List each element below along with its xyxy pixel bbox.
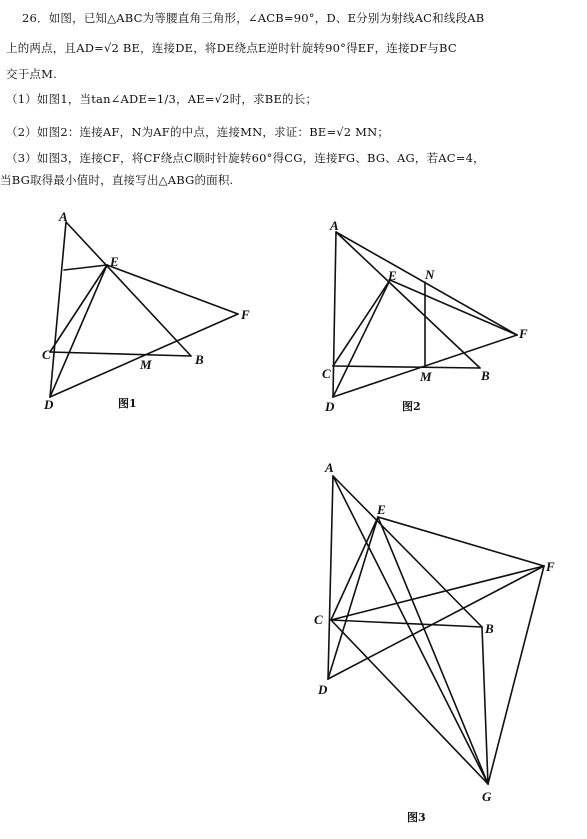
segment-CG bbox=[331, 620, 488, 784]
point-E-label: E bbox=[388, 268, 397, 283]
point-E-label: E bbox=[377, 502, 386, 517]
figure-3-caption: 图3 bbox=[407, 811, 426, 824]
point-D-label: D bbox=[318, 682, 328, 697]
point-D-label: D bbox=[325, 399, 335, 414]
problem-line-1: 26．如图，已知△ABC为等腰直角三角形，∠ACB=90°，D、E分别为射线AC和线段AB bbox=[22, 11, 485, 25]
point-A-label: A bbox=[330, 218, 339, 233]
figure-2-caption: 图2 bbox=[402, 400, 421, 413]
point-B-label: B bbox=[195, 352, 204, 367]
segment-FG bbox=[488, 566, 544, 784]
point-A-label: A bbox=[325, 460, 334, 475]
problem-line-3: 交于点M. bbox=[6, 67, 57, 81]
point-B-label: B bbox=[481, 368, 490, 383]
point-M-label: M bbox=[420, 369, 432, 384]
segment-EF bbox=[378, 517, 544, 566]
point-B-label: B bbox=[485, 621, 494, 636]
problem-line-6: （3）如图3，连接CF，将CF绕点C顺时针旋转60°得CG，连接FG、BG、AG，若AC=4， bbox=[6, 151, 485, 165]
point-N-label: N bbox=[425, 267, 435, 282]
point-F-label: F bbox=[519, 326, 528, 341]
point-C-label: C bbox=[322, 366, 331, 381]
segment-AG bbox=[333, 476, 488, 784]
segment-DE bbox=[328, 517, 378, 679]
segment-CE bbox=[331, 517, 378, 620]
segment-BG bbox=[482, 627, 488, 784]
point-F-label: F bbox=[241, 307, 250, 322]
point-D-label: D bbox=[44, 397, 54, 412]
point-F-label: F bbox=[546, 559, 555, 574]
figure-1-caption: 图1 bbox=[118, 397, 137, 410]
segment-AD bbox=[328, 476, 333, 679]
segment-CF bbox=[331, 566, 544, 620]
point-C-label: C bbox=[42, 347, 51, 362]
problem-line-4: （1）如图1，当tan∠ADE=1/3，AE=√2时，求BE的长； bbox=[6, 92, 318, 106]
figure-3-lines bbox=[328, 476, 544, 784]
point-E-label: E bbox=[110, 254, 119, 269]
problem-line-5: （2）如图2：连接AF，N为AF的中点，连接MN，求证：BE=√2 MN； bbox=[6, 125, 390, 139]
problem-line-2: 上的两点，且AD=√2 BE，连接DE，将DE绕点E逆时针旋转90°得EF，连接DF与BC bbox=[6, 41, 457, 55]
point-M-label: M bbox=[140, 357, 152, 372]
problem-line-7: 当BG取得最小值时，直接写出△ABG的面积. bbox=[0, 173, 234, 187]
segment-DF bbox=[328, 566, 544, 679]
point-C-label: C bbox=[314, 612, 323, 627]
point-A-label: A bbox=[59, 209, 68, 224]
point-G-label: G bbox=[482, 789, 492, 804]
segment-EG bbox=[378, 517, 488, 784]
segment-AB bbox=[333, 476, 482, 627]
